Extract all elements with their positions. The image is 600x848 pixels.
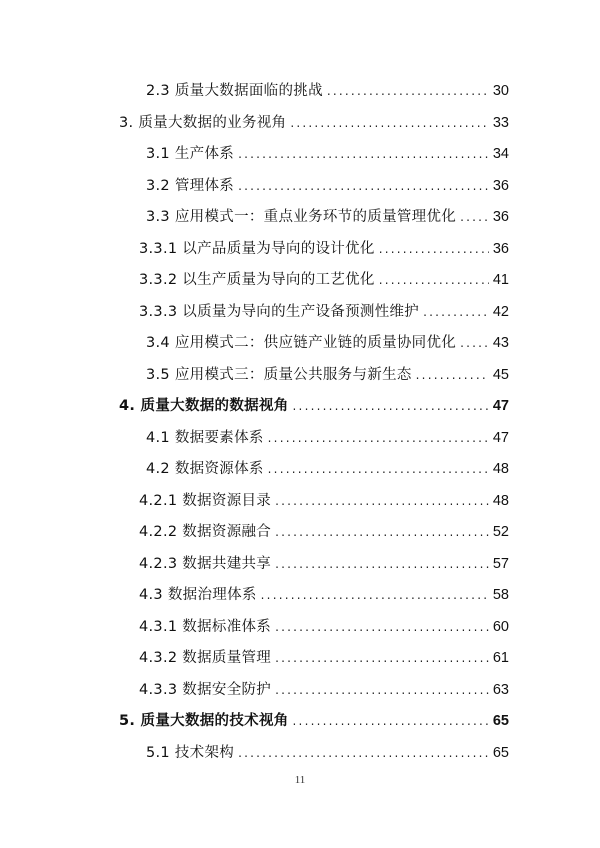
toc-entry-page: 36 — [492, 209, 509, 225]
toc-entry[interactable] — [139, 615, 509, 637]
toc-entry-title: 4.3 数据治理体系 — [139, 587, 257, 603]
toc-entry[interactable] — [119, 709, 509, 731]
toc-entry[interactable] — [146, 741, 509, 763]
toc-entry[interactable] — [139, 300, 509, 322]
toc-entry[interactable] — [146, 174, 509, 196]
toc-entry-title: 5.1 技术架构 — [146, 745, 235, 761]
toc-leader-dots — [275, 620, 489, 634]
toc-entry-page: 36 — [492, 241, 509, 257]
toc-entry[interactable] — [139, 678, 509, 700]
toc-entry[interactable] — [139, 520, 509, 542]
toc-leader-dots — [460, 336, 489, 350]
toc-entry-title: 3.3.2 以生产质量为导向的工艺优化 — [139, 272, 375, 288]
toc-entry[interactable] — [139, 489, 509, 511]
toc-entry[interactable] — [146, 142, 509, 164]
toc-entry-page: 60 — [492, 619, 509, 635]
toc-entry-page: 34 — [492, 146, 509, 162]
toc-leader-dots — [293, 399, 489, 413]
toc-leader-dots — [275, 525, 489, 539]
toc-leader-dots — [290, 116, 489, 130]
toc-leader-dots — [268, 462, 489, 476]
toc-entry-page: 58 — [492, 587, 509, 603]
page-number: 11 — [294, 774, 306, 786]
toc-leader-dots — [238, 147, 489, 161]
toc-entry-page: 47 — [492, 430, 509, 446]
toc-entry-page: 65 — [492, 713, 509, 729]
toc-entry-title: 3.4 应用模式二：供应链产业链的质量协同优化 — [146, 335, 457, 351]
toc-leader-dots — [261, 588, 489, 602]
toc-entry-title: 3.1 生产体系 — [146, 146, 235, 162]
toc-entry[interactable] — [146, 363, 509, 385]
toc-entry-page: 48 — [492, 461, 509, 477]
toc-entry[interactable] — [139, 646, 509, 668]
toc-entry-page: 43 — [492, 335, 509, 351]
toc-leader-dots — [238, 746, 489, 760]
toc-entry[interactable] — [119, 394, 509, 416]
toc-entry-title: 2.3 质量大数据面临的挑战 — [146, 83, 323, 99]
toc-entry[interactable] — [139, 552, 509, 574]
toc-entry-page: 41 — [492, 272, 509, 288]
toc-entry-page: 61 — [492, 650, 509, 666]
toc-entry-page: 42 — [492, 304, 509, 320]
toc-entry-title: 4.3.2 数据质量管理 — [139, 650, 272, 666]
toc-entry[interactable] — [146, 426, 509, 448]
toc-leader-dots — [379, 273, 489, 287]
toc-entry-page: 36 — [492, 178, 509, 194]
toc-entry-title: 4. 质量大数据的数据视角 — [119, 398, 289, 414]
toc-entry-title: 4.2 数据资源体系 — [146, 461, 264, 477]
toc-entry-title: 3.3.3 以质量为导向的生产设备预测性维护 — [139, 304, 420, 320]
toc-entry[interactable] — [139, 268, 509, 290]
toc-entry-page: 45 — [492, 367, 509, 383]
toc-leader-dots — [293, 714, 489, 728]
toc-entry-page: 48 — [492, 493, 509, 509]
toc-entry-page: 65 — [492, 745, 509, 761]
toc-entry-title: 4.1 数据要素体系 — [146, 430, 264, 446]
toc-entry[interactable] — [146, 331, 509, 353]
toc-leader-dots — [275, 683, 489, 697]
toc-entry-page: 30 — [492, 83, 509, 99]
toc-entry-page: 33 — [492, 115, 509, 131]
toc-entry-page: 57 — [492, 556, 509, 572]
toc-entry-title: 4.2.2 数据资源融合 — [139, 524, 272, 540]
toc-entry-title: 5. 质量大数据的技术视角 — [119, 713, 289, 729]
toc-entry[interactable] — [146, 457, 509, 479]
toc-entry[interactable] — [139, 237, 509, 259]
toc-entry-title: 3. 质量大数据的业务视角 — [119, 115, 287, 131]
toc-entry-title: 3.2 管理体系 — [146, 178, 235, 194]
toc-leader-dots — [423, 305, 489, 319]
toc-entry[interactable] — [146, 205, 509, 227]
toc-entry-page: 63 — [492, 682, 509, 698]
toc-leader-dots — [275, 557, 489, 571]
toc-entry-title: 4.3.1 数据标准体系 — [139, 619, 272, 635]
toc-leader-dots — [379, 242, 489, 256]
toc-entry[interactable] — [139, 583, 509, 605]
toc-entry-title: 4.2.3 数据共建共享 — [139, 556, 272, 572]
toc-entry[interactable] — [146, 79, 509, 101]
toc-leader-dots — [268, 431, 489, 445]
toc-entry-title: 3.3.1 以产品质量为导向的设计优化 — [139, 241, 375, 257]
toc-entry-title: 3.5 应用模式三：质量公共服务与新生态 — [146, 367, 412, 383]
toc-leader-dots — [238, 179, 489, 193]
toc-leader-dots — [327, 84, 489, 98]
toc-entry-title: 3.3 应用模式一：重点业务环节的质量管理优化 — [146, 209, 457, 225]
toc-leader-dots — [275, 651, 489, 665]
toc-leader-dots — [275, 494, 489, 508]
toc-entry-page: 47 — [492, 398, 509, 414]
toc-entry[interactable] — [119, 111, 509, 133]
toc-leader-dots — [460, 210, 489, 224]
toc-entry-title: 4.2.1 数据资源目录 — [139, 493, 272, 509]
toc-entry-page: 52 — [492, 524, 509, 540]
toc-entry-title: 4.3.3 数据安全防护 — [139, 682, 272, 698]
toc-leader-dots — [416, 368, 489, 382]
